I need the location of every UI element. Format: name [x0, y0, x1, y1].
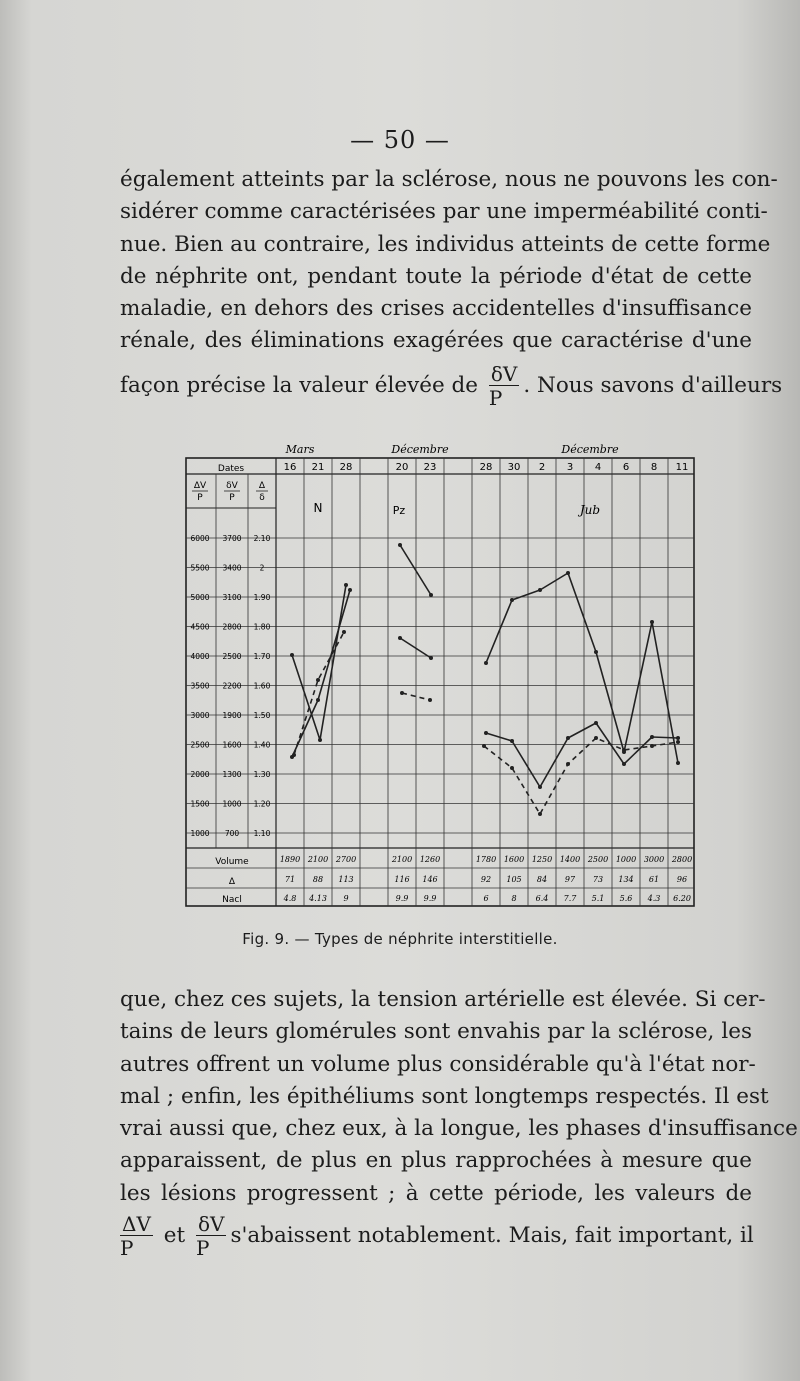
- text-line-with-fractions: [120, 1212, 754, 1261]
- text-fragment: façon précise la valeur élevée de: [120, 372, 479, 398]
- scale-label: 2200: [222, 681, 242, 691]
- scale-label: 3000: [190, 711, 210, 720]
- bottom-label-delta: Δ: [228, 877, 236, 887]
- date-label: 4: [594, 462, 602, 473]
- scale-label: 1500: [190, 799, 210, 809]
- date-label: 23: [423, 462, 437, 473]
- fraction-denominator: P: [195, 1236, 210, 1261]
- scale-label: 5500: [190, 563, 210, 573]
- text-line: apparaissent, de plus en plus rapprochées à mesure que: [120, 1148, 752, 1174]
- bottom-value-volume: 1780: [475, 855, 497, 864]
- curve-point: [594, 736, 598, 740]
- scale-label: 1.10: [253, 829, 271, 838]
- bottom-value-delta: 71: [284, 875, 296, 884]
- col-header-den: P: [197, 493, 203, 503]
- bottom-value-volume: 2800: [671, 855, 693, 864]
- text-line: les lésions progressent ; à cette période, les valeurs de: [120, 1180, 752, 1206]
- bottom-value-volume: 2100: [391, 855, 413, 864]
- scale-label: 2500: [222, 652, 242, 661]
- bottom-value-volume: 2100: [307, 855, 329, 864]
- scale-label: 700: [224, 829, 240, 838]
- date-label: 21: [311, 462, 325, 473]
- date-label: 11: [675, 462, 689, 473]
- curve-point: [566, 571, 570, 575]
- curve-point: [348, 588, 352, 592]
- bottom-value-volume: 2500: [587, 855, 609, 864]
- bottom-value-nacl: 9: [343, 894, 349, 903]
- text-line: nue. Bien au contraire, les individus atteints de cette forme: [120, 231, 771, 257]
- bottom-value-delta: 146: [422, 875, 438, 884]
- text-line: rénale, des éliminations exagérées que caractérise d'une: [120, 328, 752, 354]
- text-line: également atteints par la sclérose, nous ne pouvons les con-: [120, 167, 778, 192]
- scale-label: 1.60: [253, 681, 271, 691]
- scale-label: 2000: [190, 770, 210, 779]
- scale-label: 5000: [190, 593, 210, 602]
- curve-point: [429, 593, 433, 597]
- patient-label-jub: Jub: [579, 503, 601, 517]
- scale-label: 1.30: [253, 770, 271, 779]
- bottom-value-nacl: 8: [511, 894, 517, 903]
- curve-point: [510, 766, 514, 770]
- curve-point: [318, 738, 322, 742]
- curve-point: [650, 744, 654, 748]
- curve-point: [316, 678, 320, 682]
- bottom-value-delta: 105: [506, 875, 522, 884]
- patient-label-pz: Pz: [392, 504, 406, 517]
- text-line: vrai aussi que, chez eux, à la longue, les phases d'insuffisance: [120, 1116, 798, 1142]
- chart-curves: [290, 543, 680, 816]
- text-line: de néphrite ont, pendant toute la période d'état de cette: [120, 263, 752, 289]
- month-label-decembre-1: Décembre: [391, 443, 449, 456]
- text-fragment: et: [163, 1223, 186, 1249]
- bottom-value-delta: 92: [480, 875, 492, 884]
- scale-label: 1000: [190, 829, 210, 838]
- curve-point: [594, 650, 598, 654]
- scale-label: 1000: [222, 799, 242, 809]
- text-fragment: s'abaissent notablement. Mais, fait important, il: [230, 1223, 754, 1249]
- text-line: que, chez ces sujets, la tension artérielle est élevée. Si cer-: [120, 987, 766, 1012]
- bottom-label-volume: Volume: [215, 857, 249, 867]
- curve-point: [316, 698, 320, 702]
- bottom-value-volume: 3000: [643, 855, 665, 864]
- bottom-value-nacl: 6: [483, 894, 489, 903]
- date-label: 6: [622, 462, 630, 473]
- bottom-value-nacl: 9.9: [423, 894, 437, 903]
- date-label: 28: [339, 462, 353, 473]
- curve-point: [398, 636, 402, 640]
- scale-labels: [190, 534, 270, 838]
- fraction-delta-v-p: [120, 1212, 153, 1261]
- paragraph-bottom: [120, 984, 798, 1261]
- scale-label: 4500: [190, 622, 210, 632]
- bottom-value-delta: 134: [618, 875, 634, 884]
- scale-label: 2: [259, 563, 265, 573]
- bottom-values: [280, 855, 692, 903]
- bottom-value-volume: 1000: [615, 855, 637, 864]
- curve-point: [676, 736, 680, 740]
- scale-label: 2500: [190, 740, 210, 750]
- bottom-value-nacl: 4.3: [647, 894, 661, 903]
- curve-point: [484, 661, 488, 665]
- text-line: mal ; enfin, les épithéliums sont longtemps respectés. Il est: [120, 1083, 769, 1109]
- curve-point: [622, 748, 626, 752]
- curve-point: [566, 762, 570, 766]
- month-label-decembre-2: Décembre: [561, 443, 619, 456]
- fraction-numerator: δV: [490, 361, 518, 386]
- curve-point: [428, 698, 432, 702]
- scale-label: 1.20: [253, 799, 271, 809]
- col-header-num: Δ: [258, 481, 266, 491]
- scale-label: 3700: [222, 534, 242, 543]
- curve-point: [290, 653, 294, 657]
- text-line: maladie, en dehors des crises accidentelles d'insuffisance: [120, 296, 752, 322]
- patient-label-n: N: [313, 501, 323, 515]
- bottom-value-nacl: 5.6: [619, 894, 633, 903]
- bottom-value-volume: 1250: [531, 855, 553, 864]
- bottom-value-nacl: 5.1: [591, 894, 605, 903]
- curve-point: [538, 812, 542, 816]
- bottom-value-nacl: 7.7: [563, 894, 577, 903]
- curve-point: [566, 736, 570, 740]
- scale-label: 1.90: [253, 593, 271, 602]
- curve-point: [398, 543, 402, 547]
- curve-point: [292, 753, 296, 757]
- bottom-value-volume: 2700: [335, 855, 357, 864]
- bottom-value-nacl: 6.20: [673, 894, 691, 903]
- col-header-den: δ: [259, 493, 265, 503]
- curve-point: [484, 731, 488, 735]
- date-label: 2: [538, 462, 546, 473]
- curve-point: [650, 735, 654, 739]
- curve-point: [342, 630, 346, 634]
- scale-label: 1600: [222, 740, 242, 750]
- date-label: 16: [283, 462, 297, 473]
- text-line: tains de leurs glomérules sont envahis par la sclérose, les: [120, 1019, 752, 1045]
- curve-jub-dashed: [484, 738, 678, 814]
- scale-label: 6000: [190, 534, 210, 543]
- scale-label: 1.80: [253, 622, 271, 632]
- month-label-mars: Mars: [285, 443, 315, 456]
- bottom-value-volume: 1400: [559, 855, 581, 864]
- fraction-numerator: ΔV: [122, 1212, 151, 1237]
- bottom-value-delta: 73: [592, 875, 604, 884]
- col-header-delta-delta: [256, 481, 268, 503]
- figure-caption: Fig. 9. — Types de néphrite interstitielle.: [242, 930, 558, 948]
- scale-label: 1.70: [253, 652, 271, 661]
- date-labels: [284, 462, 689, 473]
- col-header-num: ΔV: [193, 481, 207, 491]
- col-header-delta-v-p: [224, 481, 240, 503]
- bottom-value-volume: 1600: [503, 855, 525, 864]
- curve-point: [400, 691, 404, 695]
- dates-label: Dates: [217, 464, 245, 474]
- bottom-value-nacl: 9.9: [395, 894, 409, 903]
- curve-point: [482, 744, 486, 748]
- col-header-den: P: [229, 493, 235, 503]
- text-line: autres offrent un volume plus considérable qu'à l'état nor-: [120, 1051, 756, 1077]
- bottom-value-nacl: 4.8: [283, 894, 297, 903]
- date-label: 28: [479, 462, 493, 473]
- bottom-value-delta: 84: [536, 875, 548, 884]
- scale-label: 2.10: [253, 534, 271, 543]
- curve-point: [676, 761, 680, 765]
- bottom-label-nacl: Nacl: [222, 895, 242, 905]
- text-fragment: . Nous savons d'ailleurs: [523, 372, 783, 398]
- fraction-denominator: P: [488, 385, 503, 410]
- date-label: 3: [566, 462, 574, 473]
- curve-point: [622, 762, 626, 766]
- scale-label: 3400: [222, 563, 242, 573]
- bottom-value-nacl: 6.4: [535, 894, 549, 903]
- curve-jub-delta: [486, 723, 678, 787]
- date-label: 30: [507, 462, 521, 473]
- curve-point: [538, 588, 542, 592]
- bottom-value-delta: 113: [338, 875, 354, 884]
- col-header-num: δV: [226, 481, 238, 491]
- col-header-dv-p: [192, 481, 208, 503]
- scale-label: 4000: [190, 652, 210, 661]
- curve-point: [538, 785, 542, 789]
- bottom-value-delta: 97: [564, 875, 576, 884]
- scale-label: 3500: [190, 681, 210, 691]
- bottom-value-delta: 88: [312, 875, 324, 884]
- scale-label: 1900: [222, 711, 242, 720]
- bottom-value-delta: 96: [676, 875, 688, 884]
- curve-point: [650, 620, 654, 624]
- curve-point: [676, 740, 680, 744]
- curve-point: [510, 739, 514, 743]
- scale-label: 1.40: [253, 740, 271, 750]
- bottom-value-nacl: 4.13: [309, 894, 327, 903]
- text-line: sidérer comme caractérisées par une imperméabilité conti-: [120, 199, 768, 225]
- curve-point: [344, 583, 348, 587]
- date-label: 20: [395, 462, 409, 473]
- scale-label: 1.50: [253, 711, 271, 720]
- fraction-numerator: δV: [197, 1212, 225, 1237]
- page-number: — 50 —: [350, 126, 450, 154]
- curve-n-volume: [292, 585, 346, 740]
- fraction-dv-p: [195, 1212, 226, 1261]
- bottom-value-volume: 1890: [279, 855, 301, 864]
- curve-point: [594, 721, 598, 725]
- bottom-value-volume: 1260: [419, 855, 441, 864]
- curve-point: [429, 656, 433, 660]
- bottom-value-delta: 116: [394, 875, 410, 884]
- scale-label: 2800: [222, 622, 242, 632]
- curve-point: [510, 598, 514, 602]
- fraction-denominator: P: [120, 1236, 134, 1261]
- curve-jub-volume: [486, 573, 678, 763]
- scale-label: 1300: [222, 770, 242, 779]
- curve-pz-volume: [400, 545, 431, 595]
- bottom-value-delta: 61: [648, 875, 660, 884]
- scale-label: 3100: [222, 593, 242, 602]
- curve-pz-delta: [400, 638, 431, 658]
- date-label: 8: [650, 462, 658, 473]
